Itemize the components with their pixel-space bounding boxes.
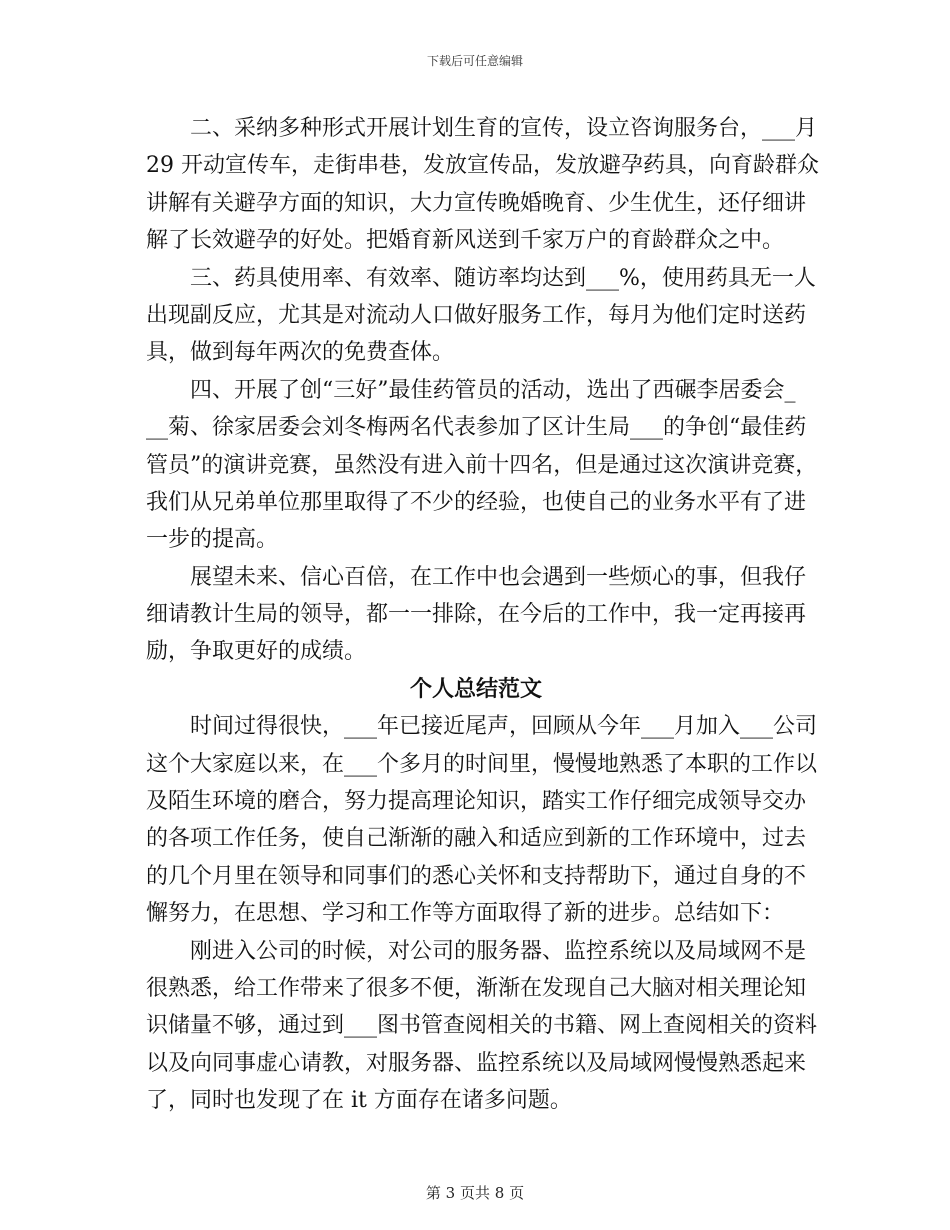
text-line: 励，争取更好的成绩。 [146,639,367,665]
text-line: 时间过得很快，___年已接近尾声，回顾从今年___月加入___公司 [190,714,818,740]
text-line: __菊、徐家居委会刘冬梅两名代表参加了区计生局___的争创“最佳药 [146,415,807,441]
document-body [146,110,819,1120]
text-line: 的几个月里在领导和同事们的悉心关怀和支持帮助下，通过自身的不 [146,863,807,889]
text-line: 及陌生环境的磨合，努力提高理论知识，踏实工作仔细完成领导交办 [146,789,807,815]
text-line: 细请教计生局的领导，都一一排除，在今后的工作中，我一定再接再 [146,602,807,628]
text-line: 识储量不够，通过到___图书管查阅相关的书籍、网上查阅相关的资料 [146,1013,818,1039]
page-number: 第 3 页共 8 页 [425,1184,525,1202]
text-line: 三、药具使用率、有效率、随访率均达到___%，使用药具无一人 [190,265,816,291]
text-line: 具，做到每年两次的免费查体。 [146,340,455,366]
text-line: 一步的提高。 [146,527,279,553]
text-line: 很熟悉，给工作带来了很多不便，渐渐在发现自己大脑对相关理论知 [146,975,807,1001]
page-header: 下载后可任意编辑 [426,54,523,68]
text-line: 以及向同事虚心请教，对服务器、监控系统以及局域网慢慢熟悉起来 [146,1050,807,1076]
text-line: 这个大家庭以来，在___个多月的时间里，慢慢地熟悉了本职的工作以 [146,751,818,777]
text-line: 讲解有关避孕方面的知识，大力宣传晚婚晚育、少生优生，还仔细讲 [146,190,807,216]
text-line: 懈努力，在思想、学习和工作等方面取得了新的进步。总结如下： [146,901,785,927]
section-heading: 个人总结范文 [409,676,542,702]
text-line: 展望未来、信心百倍，在工作中也会遇到一些烦心的事，但我仔 [190,564,807,590]
text-line: 了，同时也发现了在 it 方面存在诸多问题。 [146,1088,572,1114]
text-line: 的各项工作任务，使自己渐渐的融入和适应到新的工作环境中，过去 [146,826,807,852]
text-line: 29 开动宣传车，走街串巷，发放宣传品，发放避孕药具，向育龄群众 [146,153,819,179]
text-line: 出现副反应，尤其是对流动人口做好服务工作，每月为他们定时送药 [146,302,807,328]
text-line: 刚进入公司的时候，对公司的服务器、监控系统以及局域网不是 [190,938,807,964]
text-line: 四、开展了创“三好”最佳药管员的活动，选出了西碾李居委会_ [190,377,796,403]
text-line: 管员”的演讲竞赛，虽然没有进入前十四名，但是通过这次演讲竞赛， [146,452,818,478]
text-line: 解了长效避孕的好处。把婚育新风送到千家万户的育龄群众之中。 [146,228,785,254]
text-line: 二、采纳多种形式开展计划生育的宣传，设立咨询服务台，___月 [190,116,818,141]
text-line: 我们从兄弟单位那里取得了不少的经验，也使自己的业务水平有了进 [146,489,807,515]
